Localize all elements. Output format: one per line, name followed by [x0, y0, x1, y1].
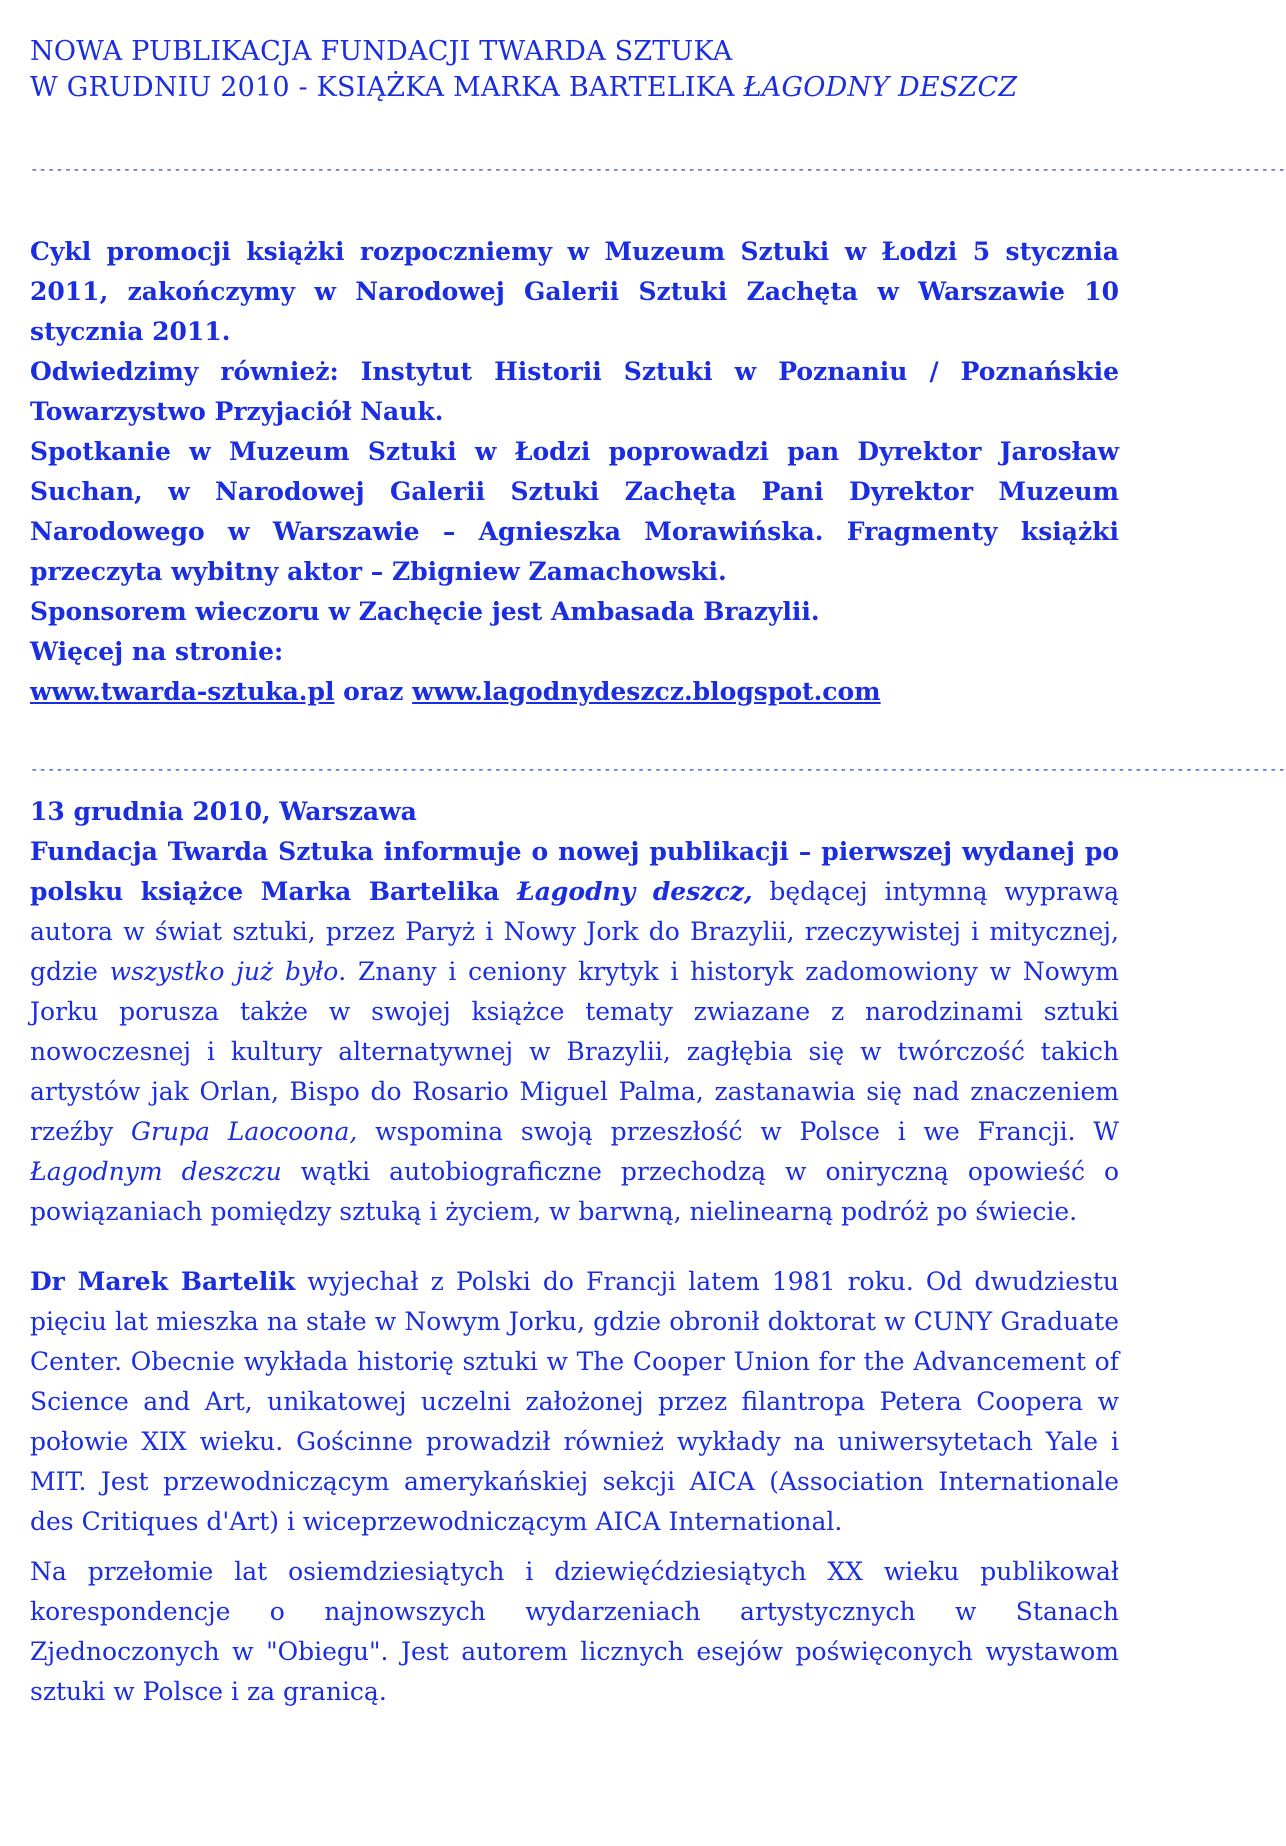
promo-paragraph: Spotkanie w Muzeum Sztuki w Łodzi poprowadzi pan Dyrektor Jarosław Suchan, w Narodowej Galerii Sztuki Zachęta Pani Dyrektor Muzeum Narodowego w Warszawie – Agnieszka Morawińska. Fragmenty książki przeczyta wybitny aktor – Zbigniew Zamachowski. — [30, 437, 1119, 586]
links-line — [30, 672, 1119, 712]
intro-paragraph: Fundacja Twarda Sztuka informuje o nowej publikacji – pierwszej wydanej po polsku książce Marka Bartelika Łagodny deszcz, będącej intymną wyprawą autora w świat sztuki, przez Paryż i Nowy Jork do Brazylii, rzeczywistej i mitycznej, gdzie wszystko już było. Znany i ceniony krytyk i historyk zadomowiony w Nowym Jorku porusza także w swojej książce tematy zwiazane z narodzinami sztuki nowoczesnej i kultury alternatywnej w Brazylii, zagłębia się w twórczość takich artystów jak Orlan, Bispo do Rosario Miguel Palma, zastanawia się nad znaczeniem rzeźby Grupa Laocoona, wspomina swoją przeszłość w Polsce i we Francji. W Łagodnym deszczu wątki autobiograficzne przechodzą w oniryczną opowieść o powiązaniach pomiędzy sztuką i życiem, w barwną, nielinearną podróż po świecie. — [30, 837, 1119, 1226]
promo-paragraph: Cykl promocji książki rozpoczniemy w Muzeum Sztuki w Łodzi 5 stycznia 2011, zakończymy w Narodowej Galerii Sztuki Zachęta w Warszawie 10 stycznia 2011. — [30, 237, 1119, 346]
promo-paragraph: Sponsorem wieczoru w Zachęcie jest Ambasada Brazylii. — [30, 597, 820, 626]
blog-link[interactable]: www.lagodnydeszcz.blogspot.com — [412, 677, 881, 706]
twarda-sztuka-link[interactable]: www.twarda-sztuka.pl — [30, 677, 335, 706]
bio-paragraph: Dr Marek Bartelik wyjechał z Polski do Francji latem 1981 roku. Od dwudziestu pięciu lat mieszka na stałe w Nowym Jorku, gdzie obronił doktorat w CUNY Graduate Center. Obecnie wykłada historię sztuki w The Cooper Union for the Advancement of Science and Art, unikatowej uczelni założonej przez filantropa Petera Coopera w połowie XIX wieku. Gościnne prowadził również wykłady na uniwersytetach Yale i MIT. Jest przewodniczącym amerykańskiej sekcji AICA (Association Internationale des Critiques d'Art) i wiceprzewodniczącym AICA International. — [30, 1267, 1119, 1536]
author-name: Dr Marek Bartelik — [30, 1267, 296, 1296]
intro-bold-lead: Fundacja Twarda Sztuka informuje o nowej publikacji – pierwszej wydanej po polsku książce Marka Bartelika — [30, 837, 1119, 906]
intro-book-title: Łagodny deszcz, — [516, 877, 753, 906]
bio-paragraph-2: Na przełomie lat osiemdziesiątych i dziewięćdziesiątych XX wieku publikował korespondencje o najnowszych wydarzeniach artystycznych w Stanach Zjednoczonych w "Obiegu". Jest autorem licznych esejów poświęconych wystawom sztuki w Polsce i za granicą. — [30, 1557, 1119, 1706]
promotion-section — [30, 232, 1119, 712]
page-title — [30, 34, 1119, 106]
title-line-2: W GRUDNIU 2010 - KSIĄŻKA MARKA BARTELIKA — [30, 72, 744, 103]
separator-line: ----------------------------------------------------------------------------------------------------------------------------------------------------- — [30, 762, 1286, 778]
promo-paragraph: Więcej na stronie: — [30, 637, 284, 666]
dateline: 13 grudnia 2010, Warszawa — [30, 797, 417, 826]
title-line-1: NOWA PUBLIKACJA FUNDACJI TWARDA SZTUKA — [30, 36, 733, 67]
links-joiner: oraz — [334, 677, 413, 706]
title-book-name: ŁAGODNY DESZCZ — [743, 72, 1018, 103]
separator-line: ----------------------------------------------------------------------------------------------------------------------------------------------------- — [30, 162, 1286, 178]
promo-paragraph: Odwiedzimy również: Instytut Historii Sztuki w Poznaniu / Poznańskie Towarzystwo Przyjaciół Nauk. — [30, 357, 1119, 426]
